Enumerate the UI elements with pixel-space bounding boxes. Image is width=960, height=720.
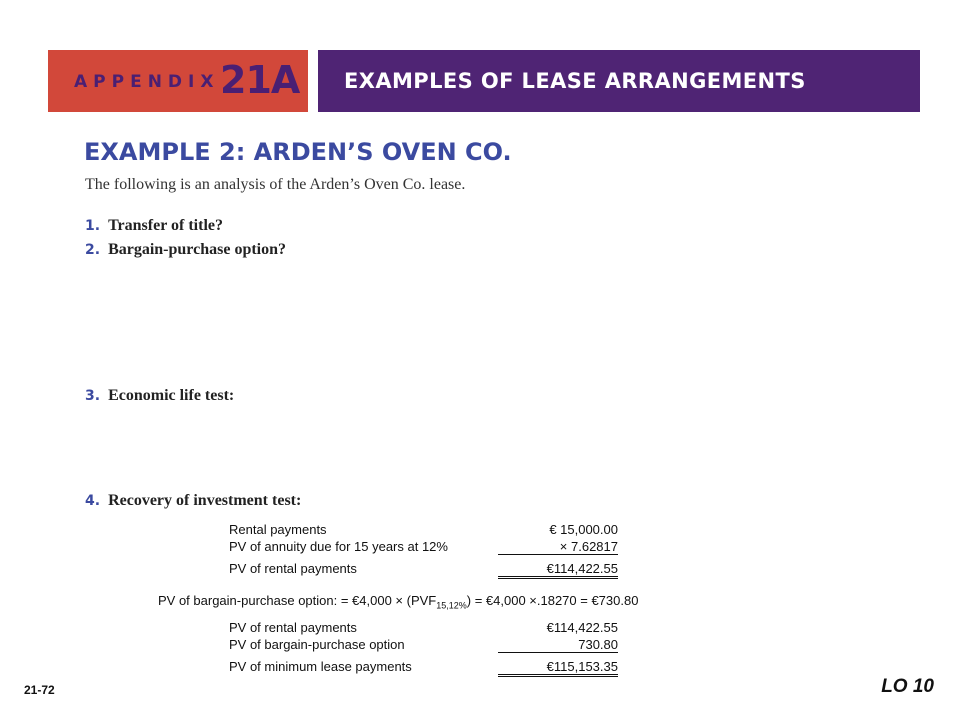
appendix-word: APPENDIX (74, 72, 220, 92)
test-number: 3. (85, 388, 101, 404)
calc-value-pv-bargain: 730.80 (498, 637, 618, 653)
test-item-recovery (85, 492, 301, 510)
bargain-formula-prefix: PV of bargain-purchase option: = €4,000 × (PVF (158, 593, 437, 608)
test-item-transfer (85, 217, 223, 235)
learning-objective-label: LO 10 (881, 676, 934, 697)
calc-label-pv-minimum: PV of minimum lease payments (229, 659, 412, 674)
test-number: 2. (85, 242, 101, 258)
calc-label-pv-rental-2: PV of rental payments (229, 620, 357, 635)
test-item-bargain (85, 241, 286, 259)
appendix-title: EXAMPLES OF LEASE ARRANGEMENTS (344, 69, 806, 93)
calc-value-pv-minimum: €115,153.35 (498, 659, 618, 677)
bargain-option-formula (158, 593, 638, 611)
appendix-number: 21A (220, 58, 300, 102)
test-number: 1. (85, 218, 101, 234)
calc-value-pv-rental: €114,422.55 (498, 561, 618, 579)
bargain-formula-suffix: ) = €4,000 ×.18270 = €730.80 (466, 593, 639, 608)
test-label: Bargain-purchase option? (108, 241, 287, 258)
test-label: Transfer of title? (108, 217, 223, 234)
calc-value-annuity: × 7.62817 (498, 539, 618, 555)
calc-label-rental: Rental payments (229, 522, 327, 537)
slide-number: 21-72 (24, 683, 55, 697)
calc-value-rental: € 15,000.00 (549, 522, 618, 537)
bargain-formula-subscript: 15,12% (436, 600, 467, 611)
test-item-economic-life (85, 387, 234, 405)
calc-label-annuity: PV of annuity due for 15 years at 12% (229, 539, 448, 554)
appendix-banner (48, 50, 308, 112)
calc-value-pv-rental-2: €114,422.55 (546, 620, 618, 635)
example-intro: The following is an analysis of the Arden’s Oven Co. lease. (85, 176, 466, 193)
example-heading: EXAMPLE 2: ARDEN’S OVEN CO. (84, 138, 512, 166)
calc-label-pv-bargain: PV of bargain-purchase option (229, 637, 405, 652)
test-number: 4. (85, 493, 101, 509)
calc-label-pv-rental: PV of rental payments (229, 561, 357, 576)
title-banner (318, 50, 920, 112)
test-label: Economic life test: (108, 387, 235, 404)
test-label: Recovery of investment test: (108, 492, 302, 509)
